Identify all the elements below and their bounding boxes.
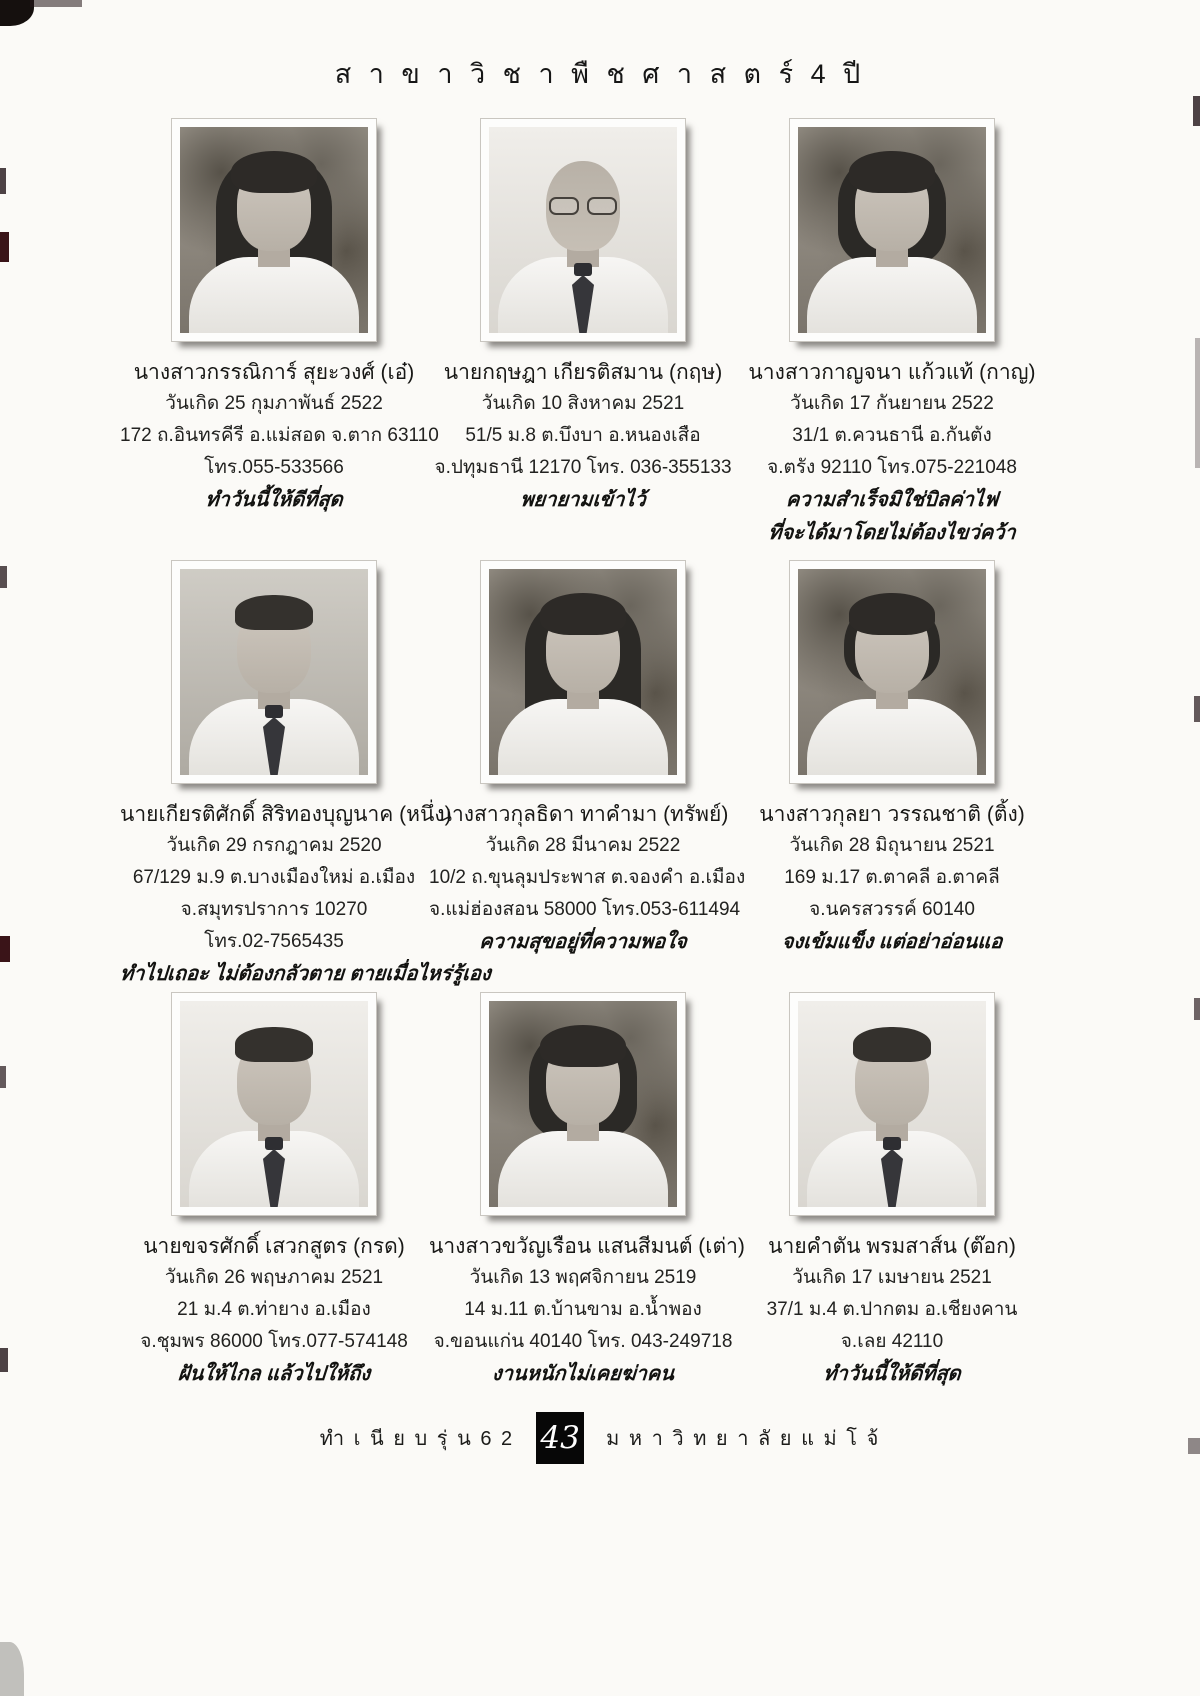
student-birthdate: วันเกิด 17 เมษายน 2521 — [792, 1267, 992, 1288]
student-photo — [180, 127, 368, 333]
student-address-line: 169 ม.17 ต.ตาคลี อ.ตาคลี — [784, 867, 1000, 888]
student-grid — [120, 118, 1046, 1391]
scan-mark — [0, 168, 6, 194]
student-photo-frame — [171, 992, 377, 1216]
student-photo — [798, 1001, 986, 1207]
student-address-line: จ.ตรัง 92110 โทร.075-221048 — [767, 457, 1017, 478]
portrait-tie-knot-icon — [265, 705, 283, 718]
student-card — [738, 992, 1046, 1391]
student-card — [738, 118, 1046, 560]
portrait-tie-knot-icon — [574, 263, 592, 276]
student-card — [119, 560, 492, 992]
scan-mark — [0, 936, 10, 962]
student-motto: ทำวันนี้ให้ดีที่สุด — [822, 1363, 962, 1385]
student-birthdate: วันเกิด 25 กุมภาพันธ์ 2522 — [165, 393, 383, 414]
portrait-shirt-icon — [498, 1131, 668, 1207]
student-address-line: จ.ขอนแก่น 40140 โทร. 043-249718 — [433, 1331, 733, 1352]
page-number-box — [536, 1412, 584, 1464]
student-address-line: 172 ถ.อินทรคีรี อ.แม่สอด จ.ตาก 63110 — [120, 425, 439, 446]
student-address-line: จ.สมุทรปราการ 10270 — [180, 899, 368, 920]
page-footer — [0, 1412, 1200, 1464]
scan-mark — [1194, 998, 1200, 1020]
student-name: นายเกียรติศักดิ์ สิริทองบุญนาค (หนึ่ง) — [120, 803, 452, 826]
student-address-line: 37/1 ม.4 ต.ปากตม อ.เชียงคาน — [766, 1299, 1018, 1320]
portrait-hair-icon — [849, 151, 935, 193]
student-motto: ความสุขอยู่ที่ความพอใจ — [478, 931, 688, 953]
student-card — [120, 992, 428, 1391]
scan-mark — [0, 1066, 6, 1088]
student-name: นางสาวกุลยา วรรณชาติ (ติ้ง) — [759, 803, 1025, 826]
portrait-hair-icon — [540, 1025, 626, 1067]
student-name: นางสาวขวัญเรือน แสนสีมนต์ (เต่า) — [429, 1235, 745, 1258]
student-name: นางสาวกาญจนา แก้วแท้ (กาญ) — [748, 361, 1036, 384]
student-photo — [798, 127, 986, 333]
footer-right-text: ม ห า วิ ท ย า ลั ย แ ม่ โ จ้ — [606, 1428, 881, 1450]
student-photo-frame — [789, 992, 995, 1216]
student-photo — [489, 569, 677, 775]
student-birthdate: วันเกิด 10 สิงหาคม 2521 — [481, 393, 685, 414]
student-photo-frame — [171, 560, 377, 784]
page-title: ส า ข า วิ ช า พื ช ศ า ส ต ร์ 4 ปี — [334, 59, 866, 89]
student-photo — [180, 569, 368, 775]
student-address-line: 10/2 ถ.ขุนลุมประพาส ต.จองคำ อ.เมือง — [429, 867, 746, 888]
student-address-line: จ.ปทุมธานี 12170 โทร. 036-355133 — [434, 457, 732, 478]
scan-mark — [1194, 696, 1200, 722]
student-address-line: จ.แม่ฮ่องสอน 58000 โทร.053-611494 — [429, 899, 741, 920]
scan-mark — [30, 0, 82, 7]
student-name: นางสาวกุลธิดา ทาคำมา (ทรัพย์) — [437, 803, 729, 826]
student-address-line: 67/129 ม.9 ต.บางเมืองใหม่ อ.เมือง — [132, 867, 416, 888]
portrait-shirt-icon — [498, 699, 668, 775]
student-photo-frame — [480, 992, 686, 1216]
portrait-shirt-icon — [189, 257, 359, 333]
student-photo — [489, 127, 677, 333]
student-photo — [489, 1001, 677, 1207]
scan-mark — [1188, 1438, 1200, 1454]
portrait-hair-icon — [231, 151, 317, 193]
portrait-hair-icon — [235, 1027, 313, 1062]
portrait-tie-knot-icon — [265, 1137, 283, 1150]
student-address-line: จ.เลย 42110 — [840, 1331, 944, 1352]
scan-mark — [0, 1642, 24, 1696]
student-photo — [180, 1001, 368, 1207]
portrait-tie-knot-icon — [883, 1137, 901, 1150]
student-phone-line: โทร.02-7565435 — [204, 931, 344, 952]
student-motto: พยายามเข้าไว้ — [519, 489, 647, 511]
student-card — [429, 560, 746, 992]
student-photo — [798, 569, 986, 775]
student-birthdate: วันเกิด 17 กันยายน 2522 — [790, 393, 994, 414]
student-name: นายคำตัน พรมสาส์น (ต๊อก) — [768, 1235, 1016, 1258]
scan-mark — [0, 566, 7, 588]
student-photo-frame — [789, 118, 995, 342]
student-motto: ฝันให้ไกล แล้วไปให้ถึง — [177, 1363, 371, 1385]
student-address-line: 14 ม.11 ต.บ้านขาม อ.น้ำพอง — [464, 1299, 702, 1320]
student-address-line: 21 ม.4 ต.ท่ายาง อ.เมือง — [177, 1299, 371, 1320]
student-name: นายขจรศักดิ์ เสวกสูตร (กรด) — [143, 1235, 405, 1258]
student-card — [429, 992, 745, 1391]
portrait-hair-icon — [235, 595, 313, 630]
student-birthdate: วันเกิด 26 พฤษภาคม 2521 — [164, 1267, 384, 1288]
student-address-line: จ.ชุมพร 86000 โทร.077-574148 — [140, 1331, 408, 1352]
student-motto: ทำวันนี้ให้ดีที่สุด — [204, 489, 344, 511]
student-card — [738, 560, 1046, 992]
student-name: นางสาวกรรณิการ์ สุยะวงศ์ (เอ๋) — [133, 361, 415, 384]
scan-mark — [1193, 96, 1200, 126]
footer-left-text: ทำ เ นี ย บ รุ่ น 6 2 — [319, 1428, 515, 1450]
portrait-shirt-icon — [807, 699, 977, 775]
student-motto: ความสำเร็จมิใช่บิลค่าไฟ — [785, 489, 999, 511]
student-photo-frame — [480, 118, 686, 342]
student-card — [120, 118, 439, 560]
student-name: นายกฤษฎา เกียรติสมาน (กฤษ) — [443, 361, 723, 384]
student-birthdate: วันเกิด 28 มิถุนายน 2521 — [789, 835, 995, 856]
student-birthdate: วันเกิด 29 กรกฎาคม 2520 — [166, 835, 382, 856]
student-card — [429, 118, 737, 560]
portrait-hair-icon — [849, 593, 935, 635]
student-motto: งานหนักไม่เคยฆ่าคน — [491, 1363, 675, 1385]
scan-mark — [0, 0, 34, 26]
student-birthdate: วันเกิด 13 พฤศจิกายน 2519 — [469, 1267, 697, 1288]
student-address-line: จ.นครสวรรค์ 60140 — [809, 899, 975, 920]
student-address-line: 31/1 ต.ควนธานี อ.กันตัง — [792, 425, 992, 446]
portrait-hair-icon — [540, 593, 626, 635]
student-address-line: 51/5 ม.8 ต.บึงบา อ.หนองเสือ — [465, 425, 701, 446]
student-address-line: โทร.055-533566 — [204, 457, 344, 478]
page-number: 43 — [540, 1420, 580, 1456]
scan-mark — [1195, 338, 1200, 468]
portrait-glasses-icon — [548, 197, 618, 215]
student-birthdate: วันเกิด 28 มีนาคม 2522 — [485, 835, 681, 856]
student-photo-frame — [480, 560, 686, 784]
portrait-shirt-icon — [807, 257, 977, 333]
student-photo-frame — [171, 118, 377, 342]
scan-mark — [0, 1348, 8, 1372]
student-motto: จงเข้มแข็ง แต่อย่าอ่อนแอ — [781, 931, 1004, 953]
student-photo-frame — [789, 560, 995, 784]
student-motto: ทำไปเถอะ ไม่ต้องกลัวตาย ตายเมื่อไหร่รู้เอง — [119, 963, 492, 985]
student-motto: ที่จะได้มาโดยไม่ต้องไขว่คว้า — [767, 522, 1017, 544]
portrait-hair-icon — [853, 1027, 931, 1062]
scan-mark — [0, 232, 9, 262]
